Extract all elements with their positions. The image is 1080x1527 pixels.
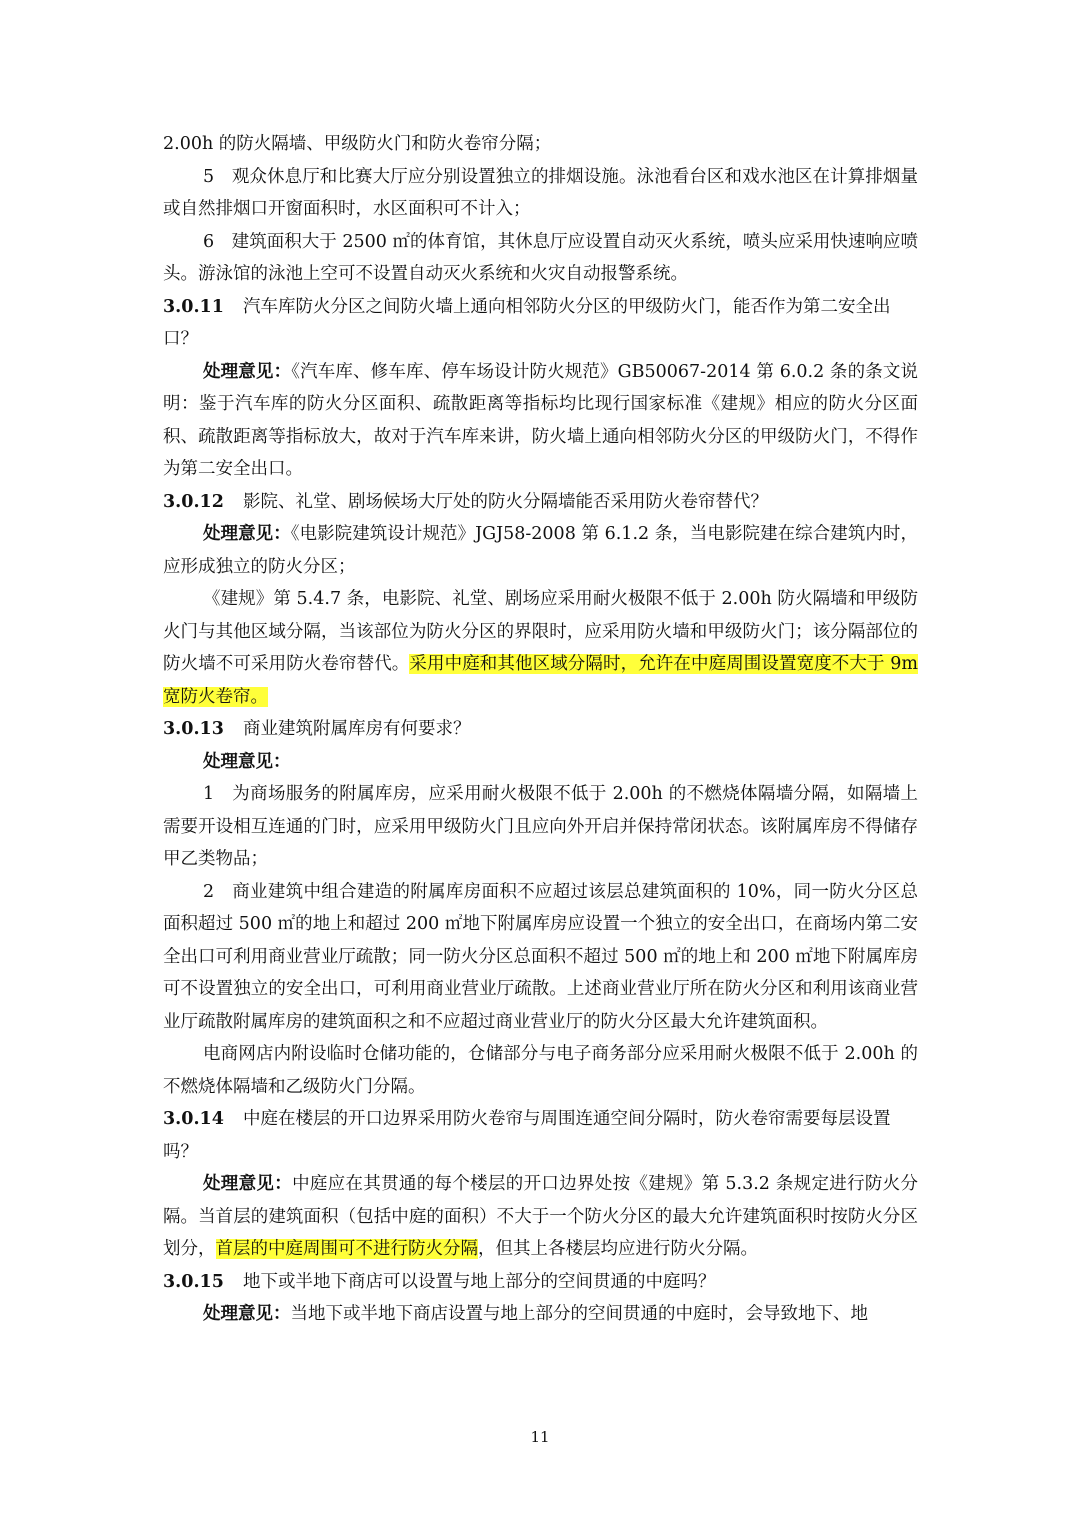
section-heading xyxy=(163,291,918,356)
opinion-text: 中庭应在其贯通的每个楼层的开口边界处按《建规》第 5.3.2 条规定进行防火分隔。当首层的建筑面积（包括中庭的面积）不大于一个防火分区的最大允许建筑面积时按防火分区划分， xyxy=(163,1174,918,1259)
paragraph: 电商网店内附设临时仓储功能的，仓储部分与电子商务部分应采用耐火极限不低于 2.00h 的不燃烧体隔墙和乙级防火门分隔。 xyxy=(163,1044,918,1097)
opinion-paragraph xyxy=(163,356,918,486)
paragraph-text: 《建规》第 5.4.7 条，电影院、礼堂、剧场应采用耐火极限不低于 2.00h 防火隔墙和甲级防火门与其他区域分隔，当该部位为防火分区的界限时，应采用防火墙和甲级防火门；该分隔部位的防火墙不可采用防火卷帘替代。 xyxy=(163,589,918,674)
section-heading xyxy=(163,1266,918,1299)
opinion-text: 当地下或半地下商店设置与地上部分的空间贯通的中庭时，会导致地下、地 xyxy=(290,1304,868,1324)
section-question: 影院、礼堂、剧场候场大厅处的防火分隔墙能否采用防火卷帘替代？ xyxy=(243,491,768,512)
section-question: 中庭在楼层的开口边界采用防火卷帘与周围连通空间分隔时，防火卷帘需要每层设置吗？ xyxy=(163,1109,891,1162)
paragraph: 2.00h 的防火隔墙、甲级防火门和防火卷帘分隔； xyxy=(163,134,552,154)
opinion-text-tail: ，但其上各楼层均应进行防火分隔。 xyxy=(478,1239,758,1259)
section-question: 汽车库防火分区之间防火墙上通向相邻防火分区的甲级防火门，能否作为第二安全出口？ xyxy=(163,296,891,349)
highlighted-text: 首层的中庭周围可不进行防火分隔 xyxy=(215,1239,478,1259)
paragraph: 5 观众休息厅和比赛大厅应分别设置独立的排烟设施。泳池看台区和戏水池区在计算排烟量或自然排烟口开窗面积时，水区面积可不计入； xyxy=(163,166,918,219)
opinion-label: 处理意见： xyxy=(203,751,291,772)
section-number: 3.0.13 xyxy=(163,719,224,739)
opinion-paragraph xyxy=(163,518,918,583)
paragraph: 1 为商场服务的附属库房，应采用耐火极限不低于 2.00h 的不燃烧体隔墙分隔，如隔墙上需要开设相互连通的门时，应采用甲级防火门且应向外开启并保持常闭状态。该附属库房不得储存甲乙类物品； xyxy=(163,784,918,869)
section-heading xyxy=(163,486,918,519)
section-number: 3.0.11 xyxy=(163,296,224,317)
opinion-label: 处理意见： xyxy=(203,1304,291,1324)
opinion-label: 处理意见： xyxy=(203,1174,293,1194)
section-number: 3.0.12 xyxy=(163,491,224,512)
section-number: 3.0.14 xyxy=(163,1109,224,1129)
opinion-text: 《电影院建筑设计规范》JGJ58-2008 第 6.1.2 条，当电影院建在综合建筑内时，应形成独立的防火分区； xyxy=(163,524,918,577)
opinion-paragraph xyxy=(163,1168,918,1266)
page-number: 11 xyxy=(530,1428,550,1446)
paragraph: 2 商业建筑中组合建造的附属库房面积不应超过该层总建筑面积的 10%，同一防火分区总面积超过 500 ㎡的地上和超过 200 ㎡地下附属库房应设置一个独立的安全出口，在商场内第二安全出口可利用商业营业厅疏散；同一防火分区总面积不超过 500 ㎡的地上和 200 ㎡地下附属库房可不设置独立的安全出口，可利用商业营业厅疏散。上述商业营业厅所在防火分区和利用该商业营业厅疏散附属库房的建筑面积之和不应超过商业营业厅的防火分区最大允许建筑面积。 xyxy=(163,881,918,1032)
section-heading xyxy=(163,713,918,746)
opinion-paragraph xyxy=(163,1298,918,1331)
highlighted-text: 采用中庭和其他区域分隔时，允许在中庭周围设置宽度不大于 9m 宽防火卷帘。 xyxy=(163,654,918,707)
paragraph xyxy=(163,583,918,713)
section-question: 商业建筑附属库房有何要求？ xyxy=(243,719,471,739)
section-question: 地下或半地下商店可以设置与地上部分的空间贯通的中庭吗？ xyxy=(243,1271,716,1292)
opinion-label: 处理意见： xyxy=(203,524,291,544)
opinion-paragraph xyxy=(163,746,918,779)
section-number: 3.0.15 xyxy=(163,1271,224,1292)
section-heading xyxy=(163,1103,918,1168)
opinion-text: 《汽车库、修车库、停车场设计防火规范》GB50067-2014 第 6.0.2 条的条文说明：鉴于汽车库的防火分区面积、疏散距离等指标均比现行国家标准《建规》相应的防火分区面积、疏散距离等指标放大，故对于汽车库来讲，防火墙上通向相邻防火分区的甲级防火门，不得作为第二安全出口。 xyxy=(163,361,918,479)
document-body xyxy=(163,128,918,1331)
paragraph: 6 建筑面积大于 2500 ㎡的体育馆，其休息厅应设置自动灭火系统，喷头应采用快速响应喷头。游泳馆的泳池上空可不设置自动灭火系统和火灾自动报警系统。 xyxy=(163,231,918,284)
opinion-label: 处理意见： xyxy=(203,361,292,382)
